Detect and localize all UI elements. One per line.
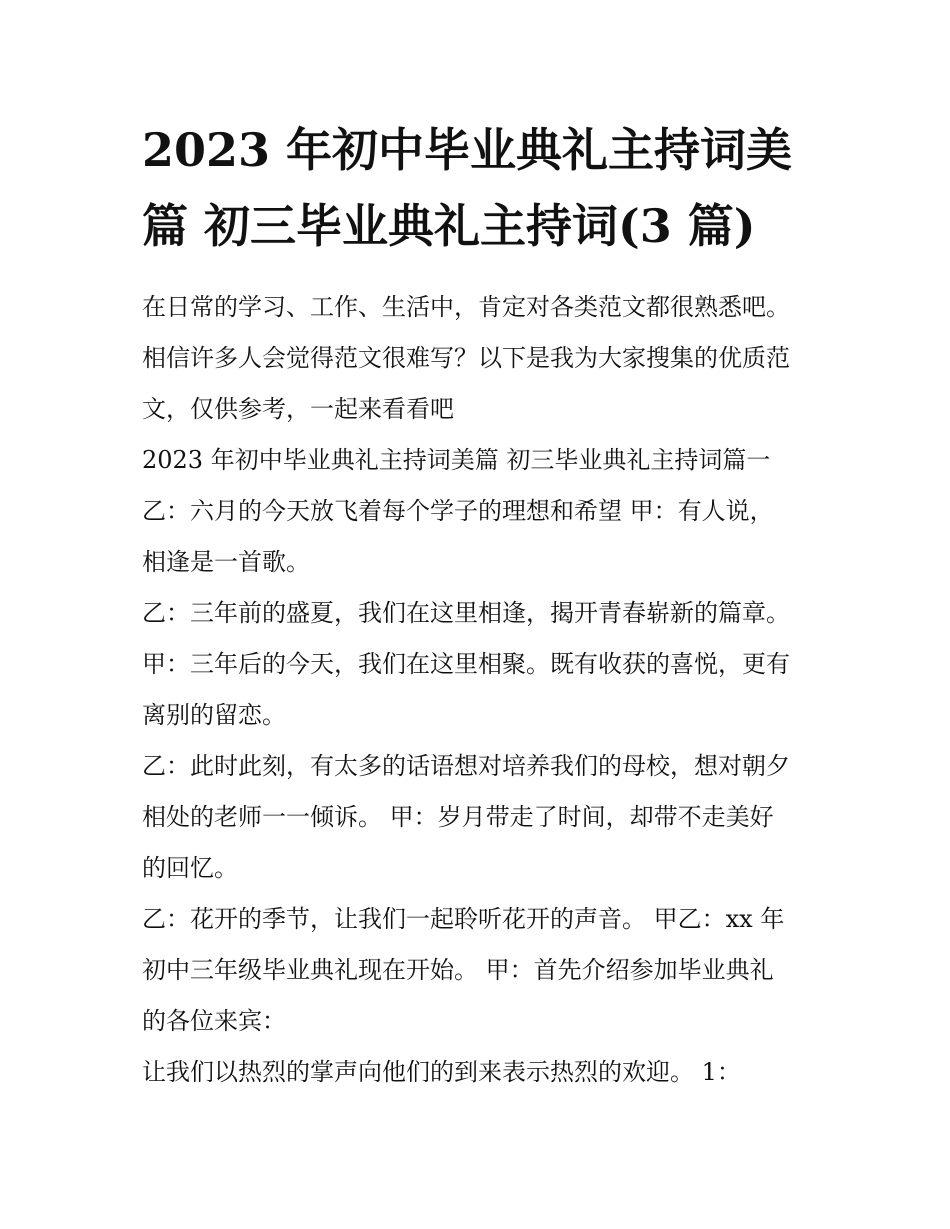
text-line: 乙：此时此刻，有太多的话语想对培养我们的母校，想对朝夕	[142, 752, 790, 780]
title-line: 2023 年初中毕业典礼主持词美	[142, 123, 793, 177]
text-line: 乙：三年前的盛夏，我们在这里相逢，揭开青春崭新的篇章。	[142, 599, 790, 627]
text-line: 相处的老师一一倾诉。 甲：岁月带走了时间，却带不走美好	[142, 803, 774, 831]
text-line: 2023 年初中毕业典礼主持词美篇 初三毕业典礼主持词篇一	[142, 446, 771, 474]
document-content	[142, 112, 822, 1098]
section-heading	[142, 435, 822, 486]
script-paragraph	[142, 894, 822, 1047]
script-paragraph	[142, 588, 822, 639]
script-paragraph	[142, 1047, 822, 1098]
text-line: 的各位来宾：	[142, 1007, 286, 1035]
script-paragraph	[142, 741, 822, 894]
text-line: 让我们以热烈的掌声向他们的到来表示热烈的欢迎。 1：	[142, 1058, 741, 1086]
text-line: 乙：花开的季节，让我们一起聆听花开的声音。 甲乙：xx 年	[142, 905, 785, 933]
script-paragraph	[142, 486, 822, 588]
intro-paragraph	[142, 282, 822, 435]
text-line: 离别的留恋。	[142, 701, 286, 729]
text-line: 的回忆。	[142, 854, 238, 882]
document-title	[142, 112, 822, 264]
text-line: 初中三年级毕业典礼现在开始。 甲：首先介绍参加毕业典礼	[142, 956, 774, 984]
text-line: 相逢是一首歌。	[142, 548, 310, 576]
text-line: 在日常的学习、工作、生活中，肯定对各类范文都很熟悉吧。	[142, 293, 790, 321]
text-line: 相信许多人会觉得范文很难写？以下是我为大家搜集的优质范	[142, 344, 790, 372]
text-line: 文，仅供参考，一起来看看吧	[142, 395, 454, 423]
script-paragraph	[142, 639, 822, 741]
text-line: 甲：三年后的今天，我们在这里相聚。既有收获的喜悦，更有	[142, 650, 790, 678]
title-line: 篇 初三毕业典礼主持词(3 篇)	[142, 199, 756, 253]
text-line: 乙：六月的今天放飞着每个学子的理想和希望 甲：有人说，	[142, 497, 774, 525]
